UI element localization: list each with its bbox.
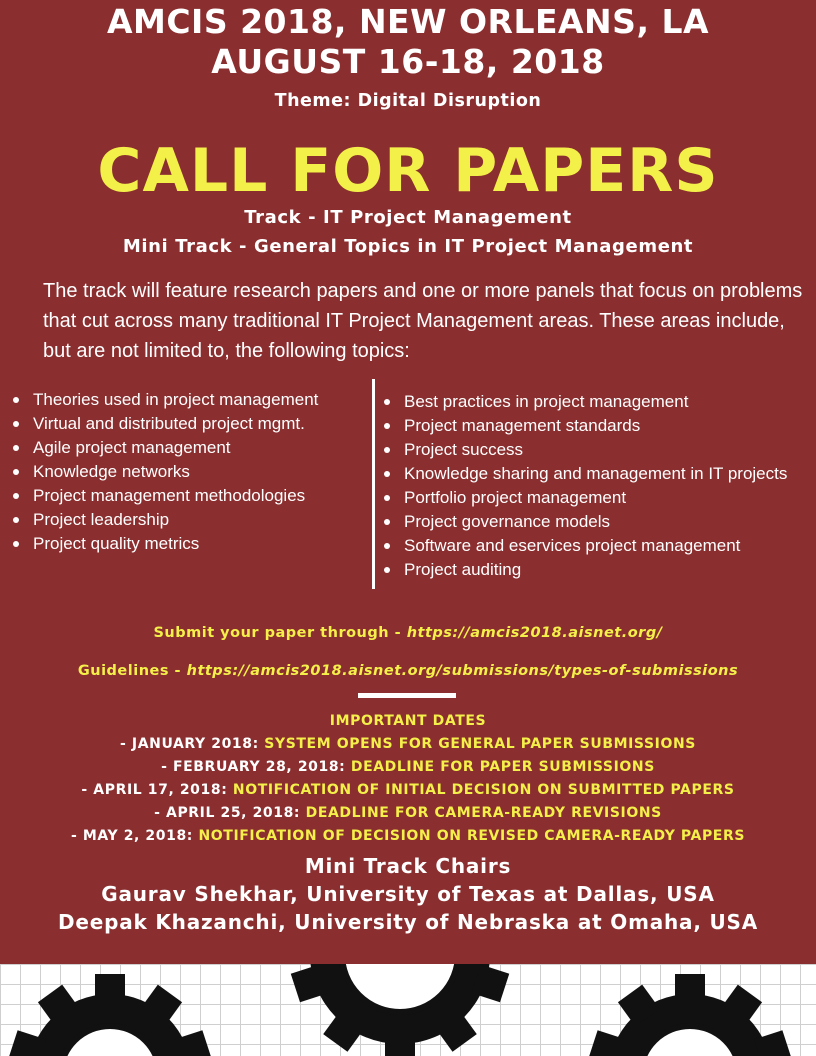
bullet-icon: [384, 519, 390, 525]
topic-label: Project leadership: [33, 510, 170, 529]
bullet-icon: [13, 517, 19, 523]
topic-label: Software and eservices project management: [404, 536, 741, 555]
bullet-icon: [13, 421, 19, 427]
date-event: DEADLINE FOR PAPER SUBMISSIONS: [345, 759, 655, 775]
date-event: DEADLINE FOR CAMERA-READY REVISIONS: [300, 805, 662, 821]
gears-decoration: [0, 964, 816, 1056]
guidelines-line: [0, 663, 816, 679]
list-item: [382, 486, 787, 510]
topic-label: Agile project management: [33, 438, 231, 457]
bullet-icon: [13, 493, 19, 499]
date-event: SYSTEM OPENS FOR GENERAL PAPER SUBMISSIONS: [258, 736, 696, 752]
topic-label: Best practices in project management: [404, 392, 689, 411]
bullet-icon: [13, 541, 19, 547]
important-dates-heading: IMPORTANT DATES: [329, 713, 487, 729]
topic-label: Project management standards: [404, 416, 641, 435]
list-item: [11, 532, 318, 556]
submit-label: Submit your paper through -: [153, 625, 407, 641]
date-line: [0, 828, 816, 844]
chairs-heading: Mini Track Chairs: [304, 854, 512, 878]
gear-icon: [8, 974, 211, 1056]
submit-link[interactable]: https://amcis2018.aisnet.org/: [406, 625, 663, 641]
list-item: [382, 558, 787, 582]
date-value: - APRIL 17, 2018:: [81, 782, 228, 798]
list-item: [382, 534, 787, 558]
guidelines-link[interactable]: https://amcis2018.aisnet.org/submissions/types-of-submissions: [186, 663, 739, 679]
conference-theme: Theme: Digital Disruption: [274, 91, 542, 111]
gear-icon: [291, 964, 510, 1056]
topic-label: Theories used in project management: [33, 390, 319, 409]
section-divider: [358, 693, 456, 698]
chair-name: Deepak Khazanchi, University of Nebraska at Omaha, USA: [57, 910, 759, 934]
list-item: [11, 436, 318, 460]
topic-label: Project auditing: [404, 560, 522, 579]
date-value: - FEBRUARY 28, 2018:: [161, 759, 346, 775]
topic-label: Virtual and distributed project mgmt.: [33, 414, 305, 433]
bullet-icon: [384, 399, 390, 405]
list-item: [382, 510, 787, 534]
topic-label: Portfolio project management: [404, 488, 627, 507]
track-title: Track - IT Project Management: [244, 207, 572, 228]
date-value: - JANUARY 2018:: [120, 736, 259, 752]
gear-icon: [588, 974, 791, 1056]
date-event: NOTIFICATION OF DECISION ON REVISED CAMERA-READY PAPERS: [193, 828, 746, 844]
topics-list-right: [382, 390, 787, 582]
bullet-icon: [13, 445, 19, 451]
conference-dates: AUGUST 16-18, 2018: [211, 42, 605, 81]
date-line: [0, 736, 816, 752]
topic-label: Knowledge networks: [33, 462, 190, 481]
guidelines-label: Guidelines -: [77, 663, 187, 679]
list-item: [11, 412, 318, 436]
topic-label: Project management methodologies: [33, 486, 306, 505]
chair-name: Gaurav Shekhar, University of Texas at Dallas, USA: [101, 882, 715, 906]
list-item: [11, 508, 318, 532]
bullet-icon: [384, 423, 390, 429]
topic-label: Knowledge sharing and management in IT projects: [404, 464, 788, 483]
bullet-icon: [13, 397, 19, 403]
call-for-papers-heading: CALL FOR PAPERS: [97, 136, 719, 206]
list-item: [382, 462, 787, 486]
list-item: [11, 484, 318, 508]
topic-label: Project governance models: [404, 512, 611, 531]
date-value: - MAY 2, 2018:: [70, 828, 193, 844]
column-divider: [372, 379, 375, 589]
bullet-icon: [384, 447, 390, 453]
topic-label: Project success: [404, 440, 524, 459]
intro-paragraph: The track will feature research papers and one or more panels that focus on problems that cut across many traditional IT Project Management areas. These areas include, but are not limited to, the following topics:: [43, 280, 803, 362]
bullet-icon: [384, 567, 390, 573]
mini-track-title: Mini Track - General Topics in IT Project Management: [122, 236, 694, 257]
conference-title: AMCIS 2018, NEW ORLEANS, LA: [106, 2, 710, 41]
date-line: [0, 805, 816, 821]
date-value: - APRIL 25, 2018:: [154, 805, 301, 821]
bullet-icon: [384, 495, 390, 501]
list-item: [11, 388, 318, 412]
list-item: [382, 414, 787, 438]
submit-line: [0, 625, 816, 641]
topic-label: Project quality metrics: [33, 534, 200, 553]
bullet-icon: [13, 469, 19, 475]
list-item: [11, 460, 318, 484]
bullet-icon: [384, 471, 390, 477]
list-item: [382, 438, 787, 462]
topics-list-left: [11, 388, 318, 556]
date-line: [0, 759, 816, 775]
bullet-icon: [384, 543, 390, 549]
date-event: NOTIFICATION OF INITIAL DECISION ON SUBMITTED PAPERS: [227, 782, 735, 798]
date-line: [0, 782, 816, 798]
list-item: [382, 390, 787, 414]
